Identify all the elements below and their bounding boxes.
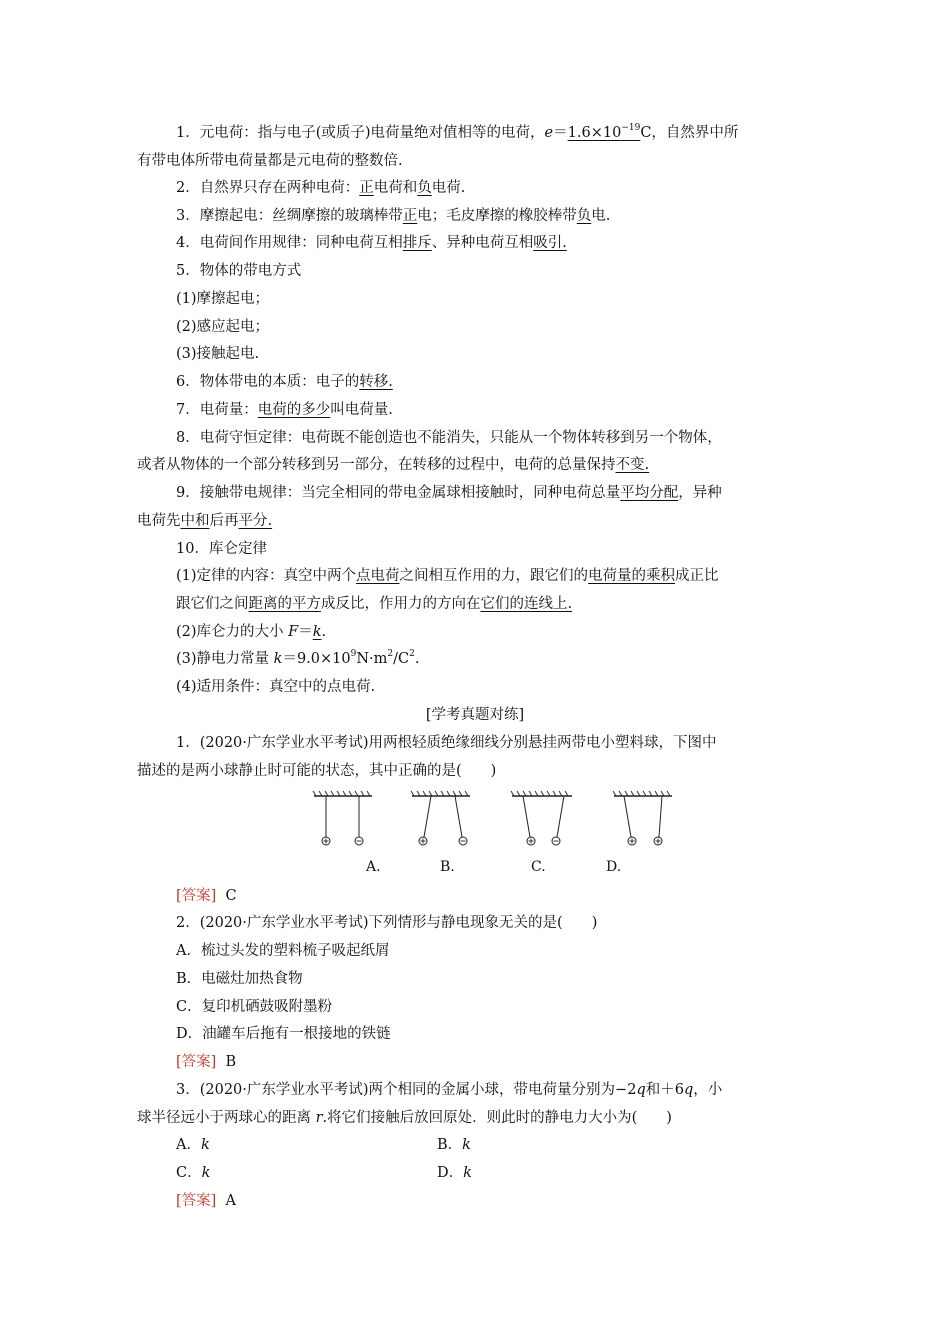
q2-option-d: D．油罐车后拖有一根接地的铁链 — [176, 1026, 391, 1042]
item-10-4: (4)适用条件：真空中的点电荷. — [176, 679, 376, 695]
item-10-1-line-2: 跟它们之间距离的平方成反比，作用力的方向在它们的连线上. — [176, 596, 573, 612]
q1-answer: [答案] C — [176, 888, 237, 904]
q3-answer: [答案] A — [176, 1193, 237, 1209]
q3-option-b: B．k — [437, 1137, 471, 1153]
item-4: 4．电荷间作用规律：同种电荷互相排斥、异种电荷互相吸引. — [176, 235, 567, 251]
item-7: 7．电荷量：电荷的多少叫电荷量. — [176, 402, 393, 418]
q1-line-2: 描述的是两小球静止时可能的状态，其中正确的是( ) — [137, 763, 497, 779]
item-1-line-1: 1．元电荷：指与电子(或质子)电荷量绝对值相等的电荷，$e=1.6\times 10^{-19}C$，自然界中所 — [176, 123, 739, 141]
q3-line-2: 球半径远小于两球心的距离 r.将它们接触后放回原处．则此时的静电力大小为( ) — [137, 1110, 672, 1126]
item-9-line-1: 9．接触带电规律：当完全相同的带电金属球相接触时，同种电荷总量平均分配，异种 — [176, 485, 722, 501]
item-10-3: (3)静电力常量 $k=9.0\times 10^9N\cdot m^2/C^2$. — [176, 649, 420, 667]
item-5-3: (3)接触起电. — [176, 346, 260, 362]
figure-label-b: B. — [440, 859, 455, 875]
item-10-1-line-1: (1)定律的内容：真空中两个点电荷之间相互作用的力，跟它们的电荷量的乘积成正比 — [176, 568, 719, 584]
q3-line-1: 3．(2020·广东学业水平考试)两个相同的金属小球，带电荷量分别为−2q和＋6q，小 — [176, 1082, 723, 1098]
q3-option-d: D．k — [437, 1165, 472, 1181]
pendulum-panel-d — [613, 791, 672, 845]
q2-answer: [答案] B — [176, 1054, 237, 1070]
item-5-1: (1)摩擦起电； — [176, 291, 270, 307]
item-5: 5．物体的带电方式 — [176, 263, 302, 279]
q2-option-b: B．电磁灶加热食物 — [176, 971, 303, 987]
item-10-2: (2)库仑力的大小 F＝k. — [176, 624, 327, 640]
answer-tag: [答案] — [176, 1054, 217, 1070]
figure-label-d: D. — [606, 859, 622, 875]
q3-option-a: A．k — [176, 1137, 210, 1153]
pendulum-panel-b — [411, 791, 470, 845]
figure-label-a: A. — [366, 859, 381, 875]
item-8-line-1: 8．电荷守恒定律：电荷既不能创造也不能消失，只能从一个物体转移到另一个物体， — [176, 430, 722, 446]
section-title: [学考真题对练] — [425, 707, 525, 723]
figure-label-c: C. — [531, 859, 546, 875]
item-5-2: (2)感应起电； — [176, 319, 270, 335]
item-9-line-2: 电荷先中和后再平分. — [137, 513, 273, 529]
item-8-line-2: 或者从物体的一个部分转移到另一部分，在转移的过程中，电荷的总量保持不变. — [137, 457, 650, 473]
answer-tag: [答案] — [176, 1193, 217, 1209]
item-6: 6．物体带电的本质：电子的转移. — [176, 374, 393, 390]
pendulum-panel-c — [511, 791, 572, 845]
q1-line-1: 1．(2020·广东学业水平考试)用两根轻质绝缘细线分别悬挂两带电小塑料球，下图中 — [176, 735, 717, 751]
q2-option-a: A．梳过头发的塑料梳子吸起纸屑 — [176, 943, 390, 959]
item-2: 2．自然界只存在两种电荷：正电荷和负电荷. — [176, 180, 466, 196]
item-1-line-2: 有带电体所带电荷量都是元电荷的整数倍. — [137, 153, 403, 169]
q3-option-c: C．k — [176, 1165, 211, 1181]
q2-stem: 2．(2020·广东学业水平考试)下列情形与静电现象无关的是( ) — [176, 915, 598, 931]
pendulum-panel-a — [313, 791, 372, 845]
item-3: 3．摩擦起电：丝绸摩擦的玻璃棒带正电；毛皮摩擦的橡胶棒带负电. — [176, 208, 611, 224]
q2-option-c: C．复印机硒鼓吸附墨粉 — [176, 999, 333, 1015]
q1-figure — [300, 790, 690, 880]
answer-tag: [答案] — [176, 888, 217, 904]
item-10: 10．库仑定律 — [176, 541, 267, 557]
